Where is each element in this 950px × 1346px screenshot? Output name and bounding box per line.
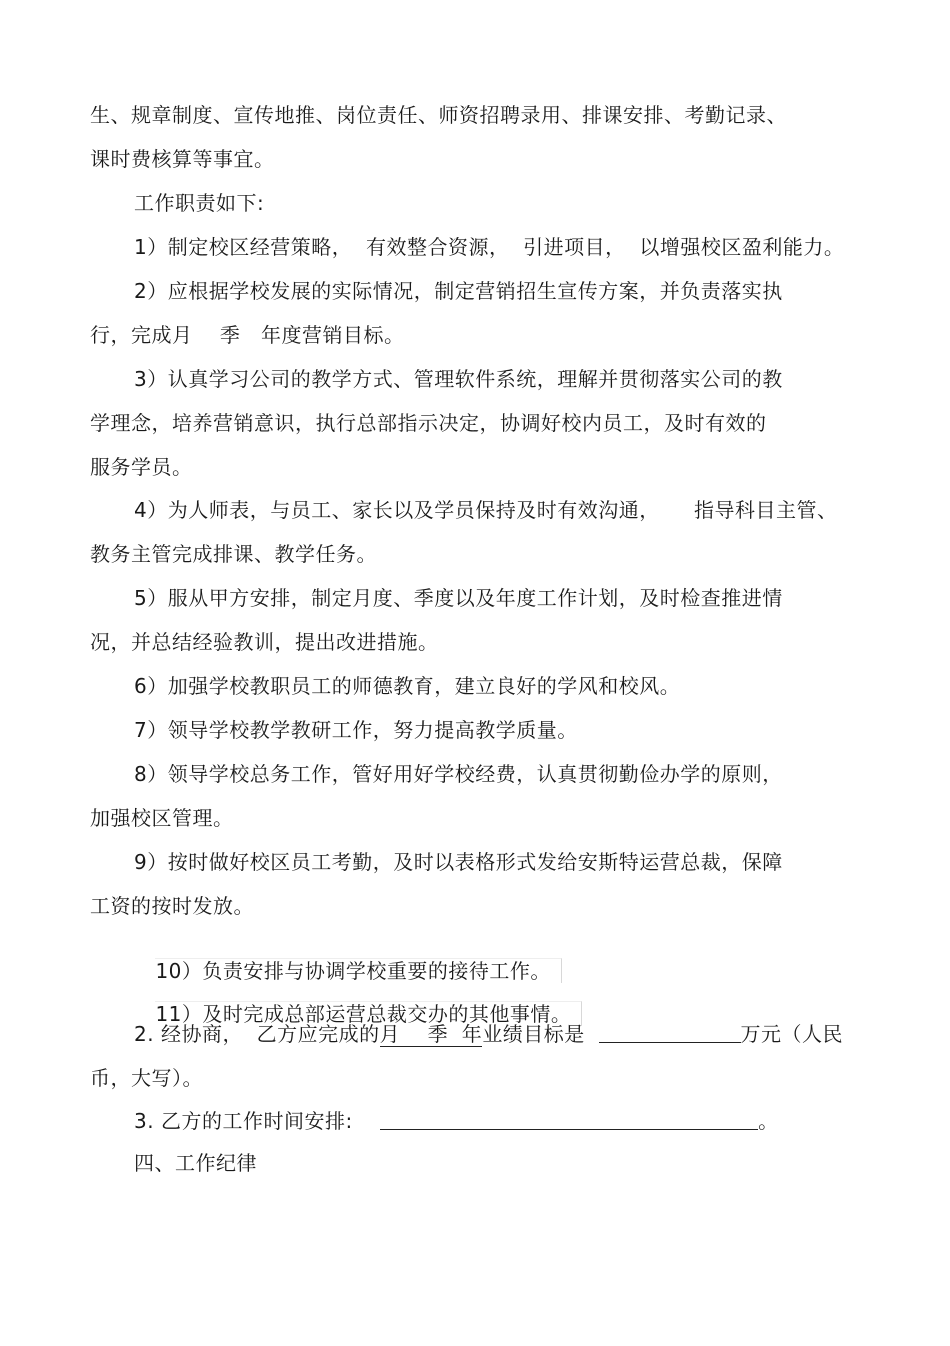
clause-3-suffix: 。 — [758, 1109, 779, 1133]
duty-item-4: 4）为人师表，与员工、家长以及学员保持及时有效沟通， 指导科目主管、 — [134, 498, 838, 522]
text-line: 学理念，培养营销意识，执行总部指示决定，协调好校内员工，及时有效的 — [90, 411, 767, 435]
duty-item-9: 9）按时做好校区员工考勤，及时以表格形式发给安斯特运营总裁，保障 — [134, 850, 783, 874]
duty-item-5: 5）服从甲方安排，制定月度、季度以及年度工作计划，及时检查推进情 — [134, 586, 783, 610]
period-field[interactable]: 月 季 年 — [379, 1022, 483, 1046]
clause-2 — [134, 1021, 843, 1047]
text-line: 况，并总结经验教训，提出改进措施。 — [90, 630, 439, 654]
duty-item-11-text: 11）及时完成总部运营总裁交办的其他事情。 — [155, 1001, 582, 1026]
duty-item-3: 3）认真学习公司的教学方式、管理软件系统，理解并贯彻落实公司的教 — [134, 367, 783, 391]
text-line: 加强校区管理。 — [90, 806, 234, 830]
clause-2-prefix: 2. 经协商， 乙方应完成的 — [134, 1022, 380, 1046]
duty-item-1: 1）制定校区经营策略， 有效整合资源， 引进项目， 以增强校区盈利能力。 — [134, 235, 845, 259]
target-amount-field[interactable] — [599, 1022, 741, 1043]
text-line: 生、规章制度、宣传地推、岗位责任、师资招聘录用、排课安排、考勤记录、 — [90, 103, 787, 127]
text-line: 行，完成月 季 年度营销目标。 — [90, 323, 405, 347]
text-line: 课时费核算等事宜。 — [90, 147, 275, 171]
text-line: 工资的按时发放。 — [90, 894, 254, 918]
clause-2-suffix: 万元（人民 — [740, 1022, 844, 1046]
duty-item-2: 2）应根据学校发展的实际情况，制定营销招生宣传方案，并负责落实执 — [134, 279, 783, 303]
duty-item-10-text: 10）负责安排与协调学校重要的接待工作。 — [155, 958, 561, 983]
duty-item-7: 7）领导学校教学教研工作，努力提高教学质量。 — [134, 718, 578, 742]
work-time-field[interactable] — [380, 1109, 758, 1130]
clause-3 — [134, 1108, 779, 1134]
duty-item-6: 6）加强学校教职员工的师德教育，建立良好的学风和校风。 — [134, 674, 681, 698]
section-heading-4: 四、工作纪律 — [134, 1151, 257, 1175]
section-heading: 工作职责如下: — [134, 191, 265, 215]
clause-3-prefix: 3. 乙方的工作时间安排: — [134, 1109, 353, 1133]
text-line: 教务主管完成排课、教学任务。 — [90, 542, 377, 566]
text-line: 服务学员。 — [90, 455, 193, 479]
clause-2-mid: 业绩目标是 — [482, 1022, 585, 1046]
text-line: 币，大写）。 — [90, 1066, 203, 1090]
duty-item-8: 8）领导学校总务工作，管好用好学校经费，认真贯彻勤俭办学的原则， — [134, 762, 783, 786]
